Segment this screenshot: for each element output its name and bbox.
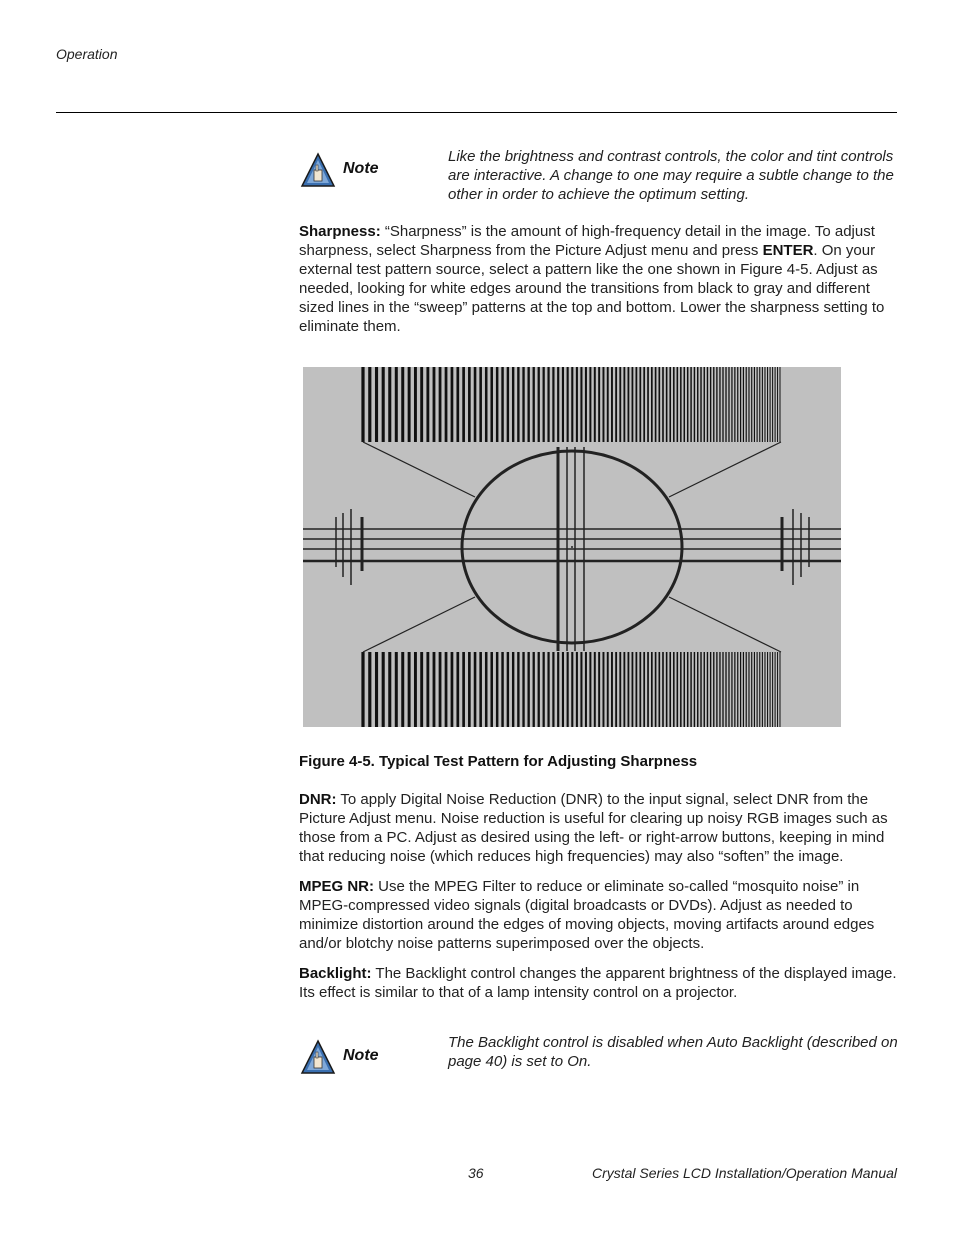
note-2-icon xyxy=(300,1039,336,1080)
figure-caption: Figure 4-5. Typical Test Pattern for Adjusting Sharpness xyxy=(299,753,698,770)
note-hand-icon xyxy=(300,152,336,188)
enter-key: ENTER xyxy=(762,242,814,259)
sharpness-term: Sharpness: xyxy=(299,223,381,240)
sharpness-paragraph xyxy=(299,222,899,336)
sharpness-text-a: “Sharpness” is the amount of high-frequency detail in the image. To adjust sharpness, select Sharpness from the Picture Adjust menu and press xyxy=(299,223,875,259)
dnr-paragraph xyxy=(299,790,899,866)
note-2-label: Note xyxy=(343,1047,379,1064)
dnr-text: To apply Digital Noise Reduction (DNR) to the input signal, select DNR from the Picture Adjust menu. Noise reduction is useful for clearing up noisy RGB images such as those from a PC. Adjust as desired using the left- or right-arrow buttons, keeping in mind that reducing noise (which reduces high frequencies) may also “soften” the image. xyxy=(299,791,888,865)
page-number: 36 xyxy=(468,1165,484,1181)
mpeg-paragraph xyxy=(299,877,899,953)
dnr-term: DNR: xyxy=(299,791,337,808)
backlight-paragraph xyxy=(299,964,899,1002)
pattern-center-dot xyxy=(571,546,573,548)
header-rule xyxy=(56,112,897,113)
note-1-label: Note xyxy=(343,160,379,177)
note-2-text: The Backlight control is disabled when Auto Backlight (described on page 40) is set to On. xyxy=(448,1034,898,1070)
mpeg-term: MPEG NR: xyxy=(299,878,374,895)
backlight-term: Backlight: xyxy=(299,965,372,982)
note-1-icon xyxy=(300,152,336,193)
sharpness-test-pattern-figure xyxy=(303,367,841,727)
mpeg-text: Use the MPEG Filter to reduce or eliminate so-called “mosquito noise” in MPEG-compressed video signals (digital broadcasts or DVDs). Adjust as needed to minimize distortion around the edges of moving objects, moving artifacts around edges and/or blotchy noise patterns superimposed over the objects. xyxy=(299,878,875,952)
running-header: Operation xyxy=(56,46,118,62)
note-hand-icon xyxy=(300,1039,336,1075)
manual-title: Crystal Series LCD Installation/Operation Manual xyxy=(591,1165,897,1181)
sharpness-text-b: . On your external test pattern source, select a pattern like the one shown in Figure 4-5. Adjust as needed, looking for white edges around the transitions from black to gray and different sized lines in the “sweep” patterns at the top and bottom. Lower the sharpness setting to eliminate them. xyxy=(299,242,885,335)
note-1-text: Like the brightness and contrast controls, the color and tint controls are interactive. A change to one may require a subtle change to the other in order to achieve the optimum setting. xyxy=(448,148,894,203)
backlight-text: The Backlight control changes the apparent brightness of the displayed image. Its effect is similar to that of a lamp intensity control on a projector. xyxy=(299,965,897,1001)
